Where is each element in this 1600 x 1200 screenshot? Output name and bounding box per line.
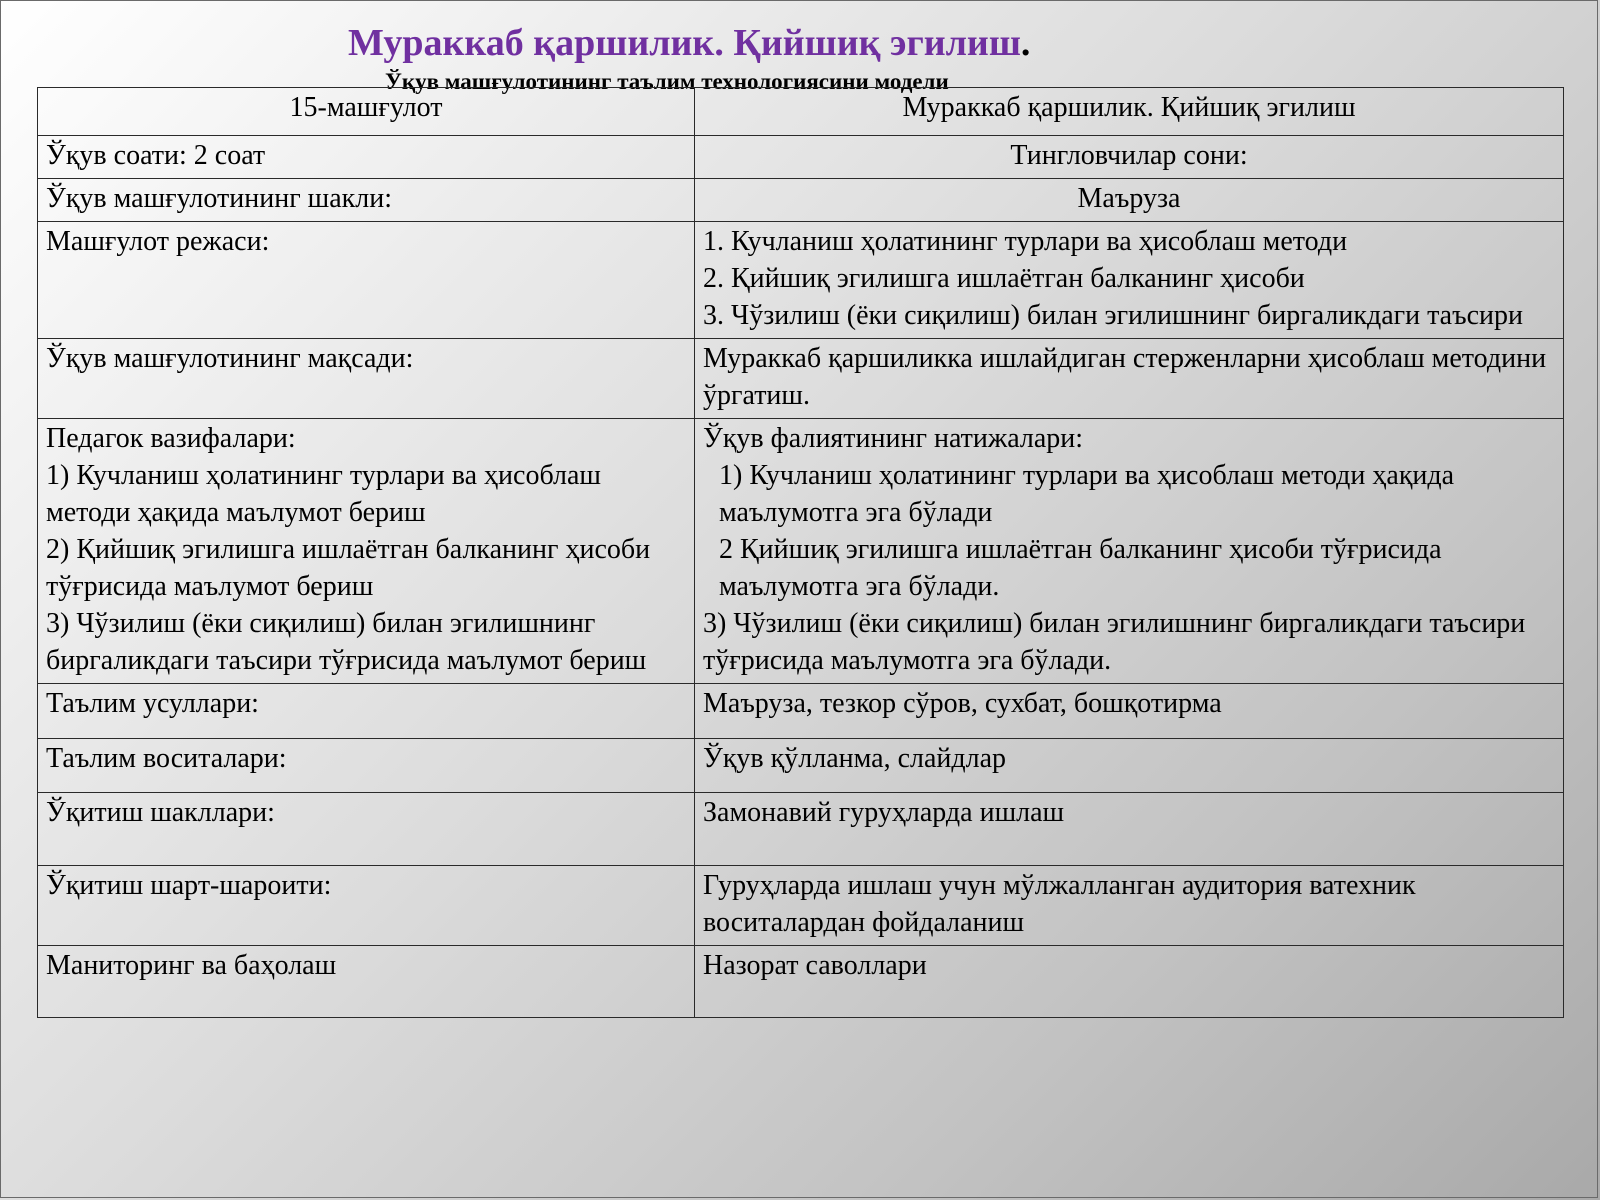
table-row-header (38, 88, 1564, 136)
study-hours-cell: Ўқув соати: 2 соат (38, 136, 695, 179)
table-row-conditions (38, 866, 1564, 946)
learning-outcomes-cell (695, 419, 1564, 684)
header-topic: Мураккаб қаршилик. Қийшиқ эгилиш (695, 88, 1564, 136)
monitoring-label-cell: Маниторинг ва баҳолаш (38, 946, 695, 1018)
header-lesson-number: 15-машғулот (38, 88, 695, 136)
outcome-item: 2 Қийшиқ эгилишга ишлаётган балканинг ҳисоби тўғрисида маълумотга эга бўлади. (719, 534, 1442, 602)
table-row-methods (38, 684, 1564, 739)
tasks-heading: Педагок вазифалари: (46, 423, 296, 454)
table-row-plan (38, 222, 1564, 339)
plan-label-cell: Машғулот режаси: (38, 222, 695, 339)
task-item: 3) Чўзилиш (ёки сиқилиш) билан эгилишнинг биргаликдаги таъсири тўғрисида маълумот бериш (46, 608, 647, 676)
table-row-goal (38, 339, 1564, 419)
plan-item: 3. Чўзилиш (ёки сиқилиш) билан эгилишнинг биргаликдаги таъсири (703, 300, 1523, 331)
methods-label-cell: Таълим усуллари: (38, 684, 695, 739)
conditions-value-cell: Гуруҳларда ишлаш учун мўлжалланган аудитория ватехник воситалардан фойдаланиш (695, 866, 1564, 946)
table-row-form (38, 179, 1564, 222)
outcomes-heading: Ўқув фалиятининг натижалари: (703, 423, 1084, 454)
listeners-count-cell: Тингловчилар сони: (695, 136, 1564, 179)
form-label-cell: Ўқув машғулотининг шакли: (38, 179, 695, 222)
pedagogical-tasks-cell (38, 419, 695, 684)
title-period: . (1020, 22, 1031, 64)
conditions-label-cell: Ўқитиш шарт-шароити: (38, 866, 695, 946)
table-row-teaching-forms (38, 793, 1564, 866)
slide-title (348, 20, 1030, 66)
title-text: Мураккаб қаршилик. Қийшиқ эгилиш (348, 22, 1021, 64)
teaching-forms-value-cell: Замонавий гуруҳларда ишлаш (695, 793, 1564, 866)
plan-item: 2. Қийшиқ эгилишга ишлаётган балканинг ҳисоби (703, 263, 1305, 294)
table-row-study-hours (38, 136, 1564, 179)
table-row-tasks (38, 419, 1564, 684)
form-value-cell: Маъруза (695, 179, 1564, 222)
slide-subtitle: Ўқув машғулотининг таълим технологиясини модели (385, 69, 949, 94)
goal-value-cell: Мураккаб қаршиликка ишлайдиган стерженларни ҳисоблаш методини ўргатиш. (695, 339, 1564, 419)
methods-value-cell: Маъруза, тезкор сўров, сухбат, бошқотирма (695, 684, 1564, 739)
table-row-means (38, 739, 1564, 793)
means-label-cell: Таълим воситалари: (38, 739, 695, 793)
table-row-monitoring (38, 946, 1564, 1018)
monitoring-value-cell: Назорат саволлари (695, 946, 1564, 1018)
plan-value-cell (695, 222, 1564, 339)
goal-label-cell: Ўқув машғулотининг мақсади: (38, 339, 695, 419)
plan-item: 1. Кучланиш ҳолатининг турлари ва ҳисоблаш методи (703, 226, 1348, 257)
outcome-item: 1) Кучланиш ҳолатининг турлари ва ҳисоблаш методи ҳақида маълумотга эга бўлади (719, 460, 1455, 528)
outcome-item: 3) Чўзилиш (ёки сиқилиш) билан эгилишнинг биргаликдаги таъсири тўғрисида маълумотга эга бўлади. (703, 608, 1526, 676)
means-value-cell: Ўқув қўлланма, слайдлар (695, 739, 1564, 793)
lesson-plan-table (37, 87, 1564, 1018)
teaching-forms-label-cell: Ўқитиш шакллари: (38, 793, 695, 866)
task-item: 2) Қийшиқ эгилишга ишлаётган балканинг ҳисоби тўғрисида маълумот бериш (46, 534, 651, 602)
task-item: 1) Кучланиш ҳолатининг турлари ва ҳисоблаш методи ҳақида маълумот бериш (46, 460, 601, 528)
